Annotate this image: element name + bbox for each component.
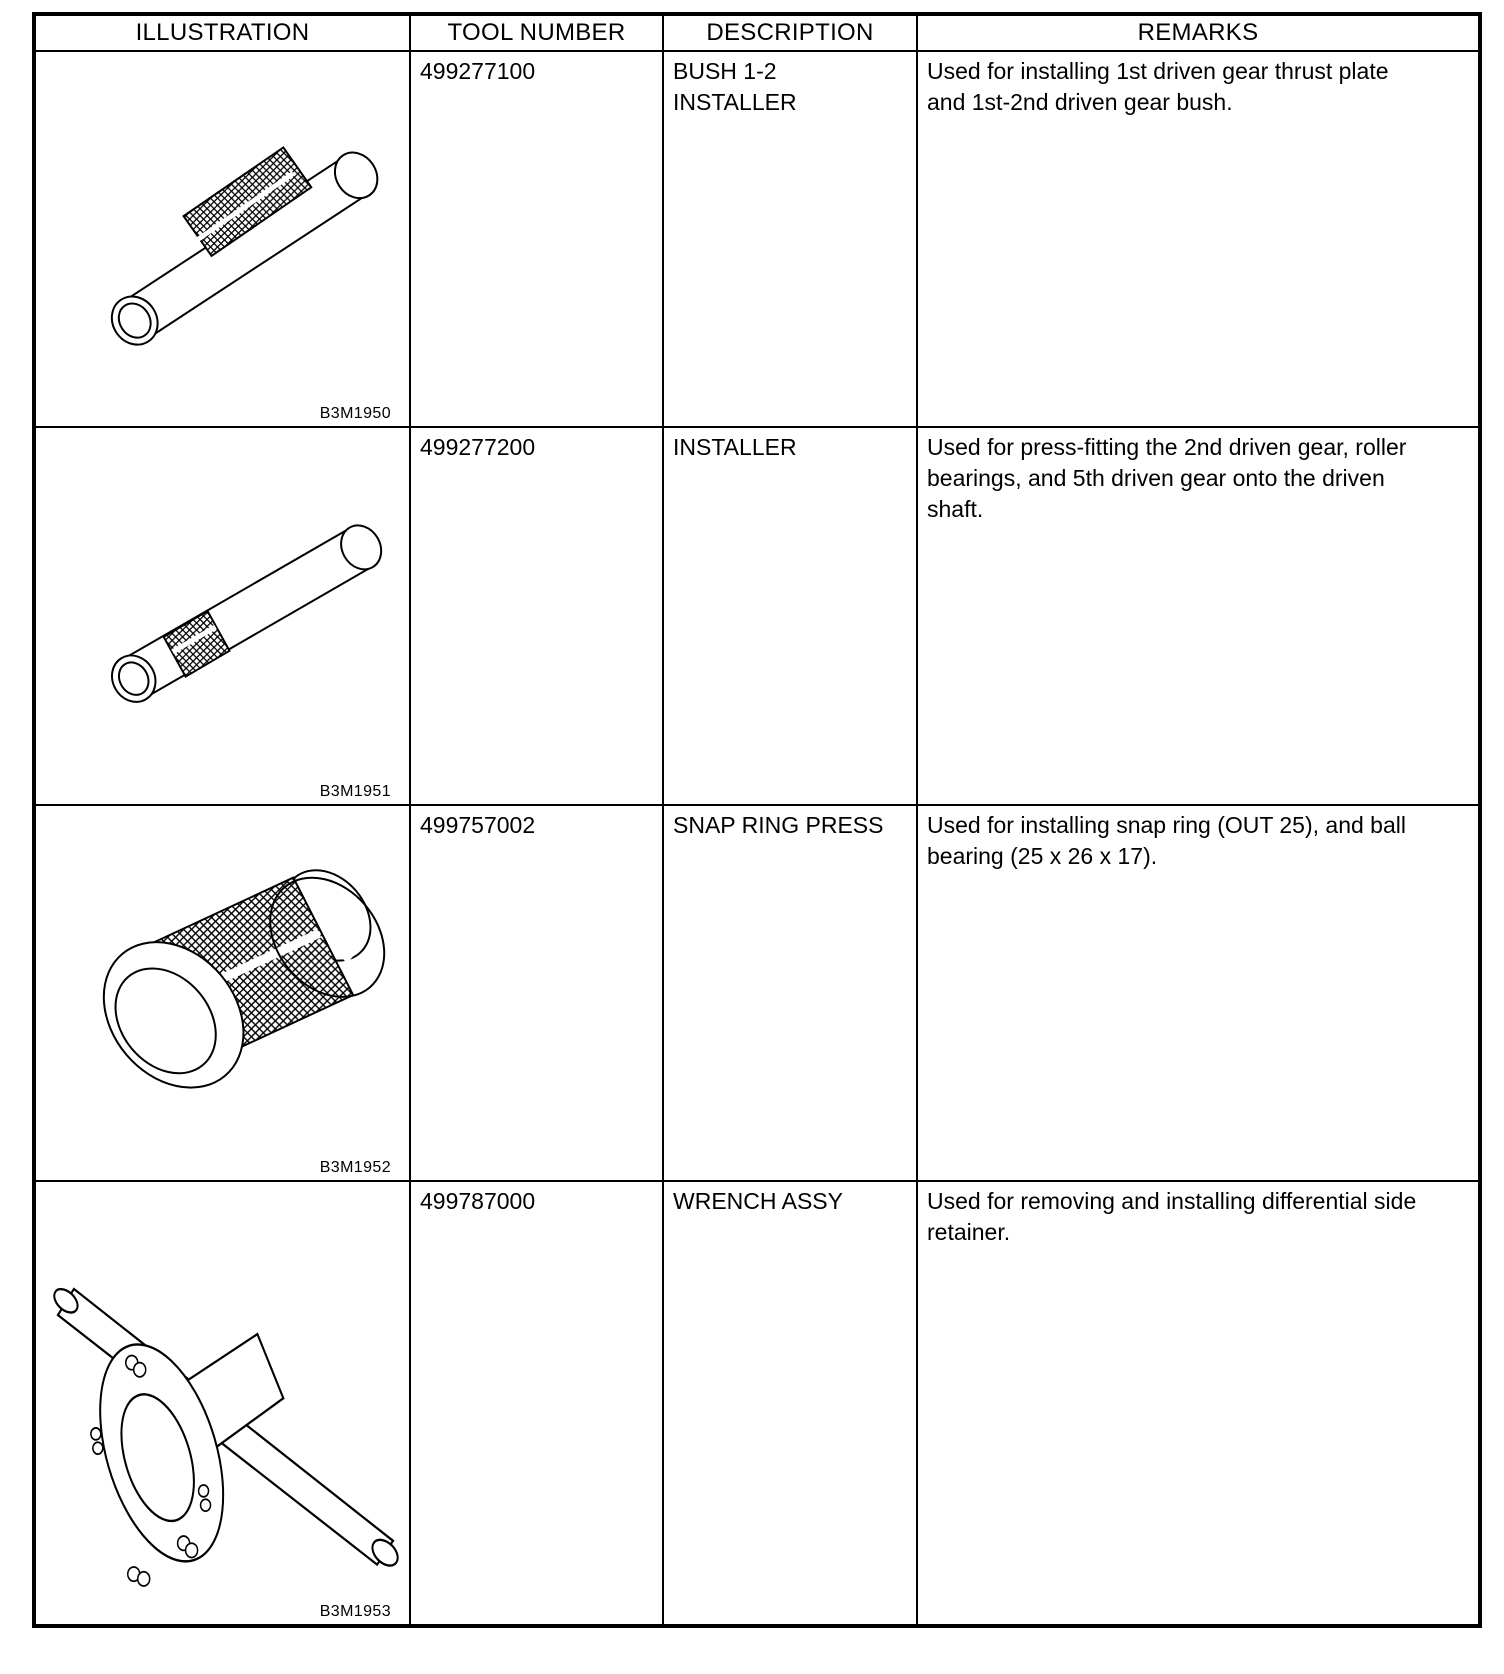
remarks-cell: Used for removing and installing differential side retainer.: [917, 1181, 1478, 1624]
illustration-cell: [36, 427, 410, 805]
header-remarks: REMARKS: [917, 16, 1478, 51]
header-illustration: ILLUSTRATION: [36, 16, 410, 51]
tool-number-cell: 499277200: [410, 427, 663, 805]
header-tool-number: TOOL NUMBER: [410, 16, 663, 51]
description-cell: WRENCH ASSY: [663, 1181, 917, 1624]
figure-code: B3M1953: [319, 1603, 391, 1620]
remarks-cell: Used for installing snap ring (OUT 25), and ball bearing (25 x 26 x 17).: [917, 805, 1478, 1181]
wrench-assy-tool-icon: [36, 1182, 409, 1624]
remarks-cell: Used for installing 1st driven gear thrust plate and 1st-2nd driven gear bush.: [917, 51, 1478, 427]
tool-number-cell: 499757002: [410, 805, 663, 1181]
description-cell: INSTALLER: [663, 427, 917, 805]
figure-code: B3M1950: [319, 405, 391, 422]
bush-installer-tool-icon: [36, 52, 409, 426]
table-row: [36, 1181, 1478, 1624]
description-cell: BUSH 1-2 INSTALLER: [663, 51, 917, 427]
remarks-cell: Used for press-fitting the 2nd driven gear, roller bearings, and 5th driven gear onto the driven shaft.: [917, 427, 1478, 805]
table-row: [36, 805, 1478, 1181]
table-row: [36, 427, 1478, 805]
tool-number-cell: 499787000: [410, 1181, 663, 1624]
illustration-cell: [36, 805, 410, 1181]
description-cell: SNAP RING PRESS: [663, 805, 917, 1181]
special-tools-table: [36, 16, 1478, 1624]
snap-ring-press-tool-icon: [36, 806, 409, 1180]
illustration-cell: [36, 51, 410, 427]
table-row: [36, 51, 1478, 427]
illustration-cell: [36, 1181, 410, 1624]
figure-code: B3M1951: [319, 783, 391, 800]
table-header-row: [36, 16, 1478, 51]
special-tools-table-frame: [32, 12, 1482, 1628]
header-description: DESCRIPTION: [663, 16, 917, 51]
tool-number-cell: 499277100: [410, 51, 663, 427]
figure-code: B3M1952: [319, 1159, 391, 1176]
installer-tool-icon: [36, 428, 409, 804]
